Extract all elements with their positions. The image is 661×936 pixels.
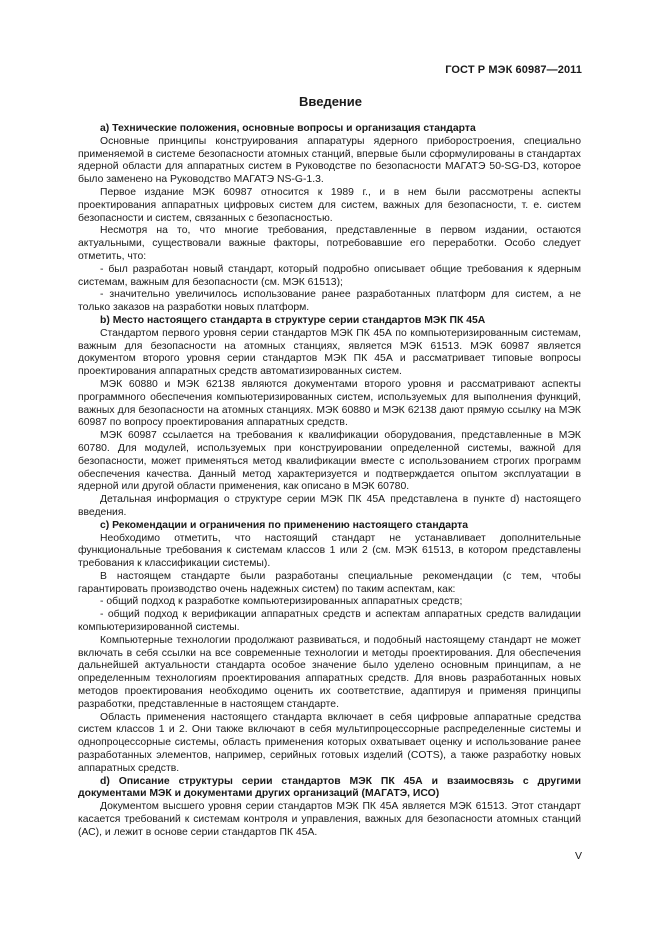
- paragraph: МЭК 60987 ссылается на требования к квалификации оборудования, представленные в МЭК 60780. Для модулей, используемых при конструировании определенной системы, важной для безопасности, может применяться метод квалификации вместе с использованием строгих программ обеспечения качества. Данный метод характеризуется и подтверждается опытом эксплуатации в ядерной или другой области применения, как описано в МЭК 60780.: [78, 430, 581, 493]
- paragraph: Документом высшего уровня серии стандартов МЭК ПК 45А является МЭК 61513. Этот стандарт касается требований к системам контроля и управления, важных для безопасности атомных станций (АС), и лежит в основе серии стандартов ПК 45А.: [78, 801, 581, 838]
- document-header: ГОСТ Р МЭК 60987—2011: [445, 64, 582, 76]
- paragraph: Необходимо отметить, что настоящий стандарт не устанавливает дополнительные функциональные требования к системам классов 1 или 2 (см. МЭК 61513, в котором представлены требования к классификации системы).: [78, 532, 581, 570]
- paragraph: - значительно увеличилось использование ранее разработанных платформ для систем, а не только заказов на разработки новых платформ.: [78, 289, 581, 314]
- paragraph: В настоящем стандарте были разработаны специальные рекомендации (с тем, чтобы гарантировать производство очень надежных систем) по таким аспектам, как:: [78, 570, 581, 595]
- subsection-heading: a) Технические положения, основные вопросы и организация стандарта: [100, 123, 476, 134]
- paragraph: Первое издание МЭК 60987 относится к 1989 г., и в нем были рассмотрены аспекты проектирования аппаратных цифровых систем для систем, важных для безопасности, т. е. систем безопасности и систем, связанных с безопасностью.: [78, 186, 581, 224]
- paragraph: Детальная информация о структуре серии МЭК ПК 45А представлена в пункте d) настоящего введения.: [78, 494, 581, 518]
- paragraph: - общий подход к верификации аппаратных средств и аспектам аппаратных средств валидации компьютеризированной системы.: [78, 609, 581, 634]
- section-title: Введение: [299, 94, 362, 109]
- page-number: V: [574, 850, 582, 862]
- paragraph: Стандартом первого уровня серии стандартов МЭК ПК 45А по компьютеризированным системам, важным для безопасности на атомных станциях, является МЭК 61513. МЭК 60987 является документом второго уровня серии стандартов МЭК ПК 45А и рассматривает типовые вопросы проектирования аппаратных средств автоматизированных систем.: [78, 327, 581, 378]
- subsection-heading: b) Место настоящего стандарта в структуре серии стандартов МЭК ПК 45А: [100, 314, 486, 326]
- paragraph: МЭК 60880 и МЭК 62138 являются документами второго уровня и рассматривают аспекты программного обеспечения компьютеризированных систем, используемых для выполнения функций, важных для безопасности на атомных станциях. МЭК 60880 и МЭК 62138 дают прямую ссылку на МЭК 60987 по вопросу проектирования аппаратных средств.: [78, 378, 581, 429]
- body-text: [78, 123, 581, 840]
- paragraph: Область применения настоящего стандарта включает в себя цифровые аппаратные средства систем классов 1 и 2. Они также включают в себя мультипроцессорные распределенные системы и однопроцессорные системы, область применения которых охватывает оценку и использование ранее разработанных элементов, например, серийных готовых изделий (COTS), а также разработку новых аппаратных средств.: [78, 711, 581, 774]
- paragraph: - общий подход к разработке компьютеризированных аппаратных средств;: [100, 596, 463, 608]
- subsection-heading: d) Описание структуры серии стандартов МЭК ПК 45А и взаимосвязь с другими документами МЭК и документами других организаций (МАГАТЭ, ИСО): [78, 775, 581, 800]
- paragraph: Несмотря на то, что многие требования, представленные в первом издании, остаются актуальными, существовали важные факторы, потребовавшие его переработки. Особо следует отметить, что:: [78, 225, 581, 262]
- paragraph: Компьютерные технологии продолжают развиваться, и подобный настоящему стандарт не может включать в себя ссылки на все современные технологии и методы проектирования. Для обеспечения дальнейшей актуальности стандарта особое значение было уделено основным принципам, а не определенным технологиям проектирования аппаратных средств. Для вновь разработанных новых методов проектирования необходимо оценить их соответствие, адаптируя и применяя принципы разработки, представленные в настоящем стандарте.: [78, 634, 581, 710]
- paragraph: - был разработан новый стандарт, который подробно описывает общие требования к ядерным системам, важным для безопасности (см. МЭК 61513);: [78, 263, 581, 288]
- subsection-heading: c) Рекомендации и ограничения по применению настоящего стандарта: [100, 519, 469, 531]
- paragraph: Основные принципы конструирования аппаратуры ядерного приборостроения, специально применяемой в системе безопасности атомных станций, впервые были сформулированы в стандартах ядерной области для аппаратных систем в Руководстве по безопасности МАГАТЭ 50-SG-D3, которое было заменено на Руководство МАГАТЭ NS-G-1.3.: [78, 135, 581, 186]
